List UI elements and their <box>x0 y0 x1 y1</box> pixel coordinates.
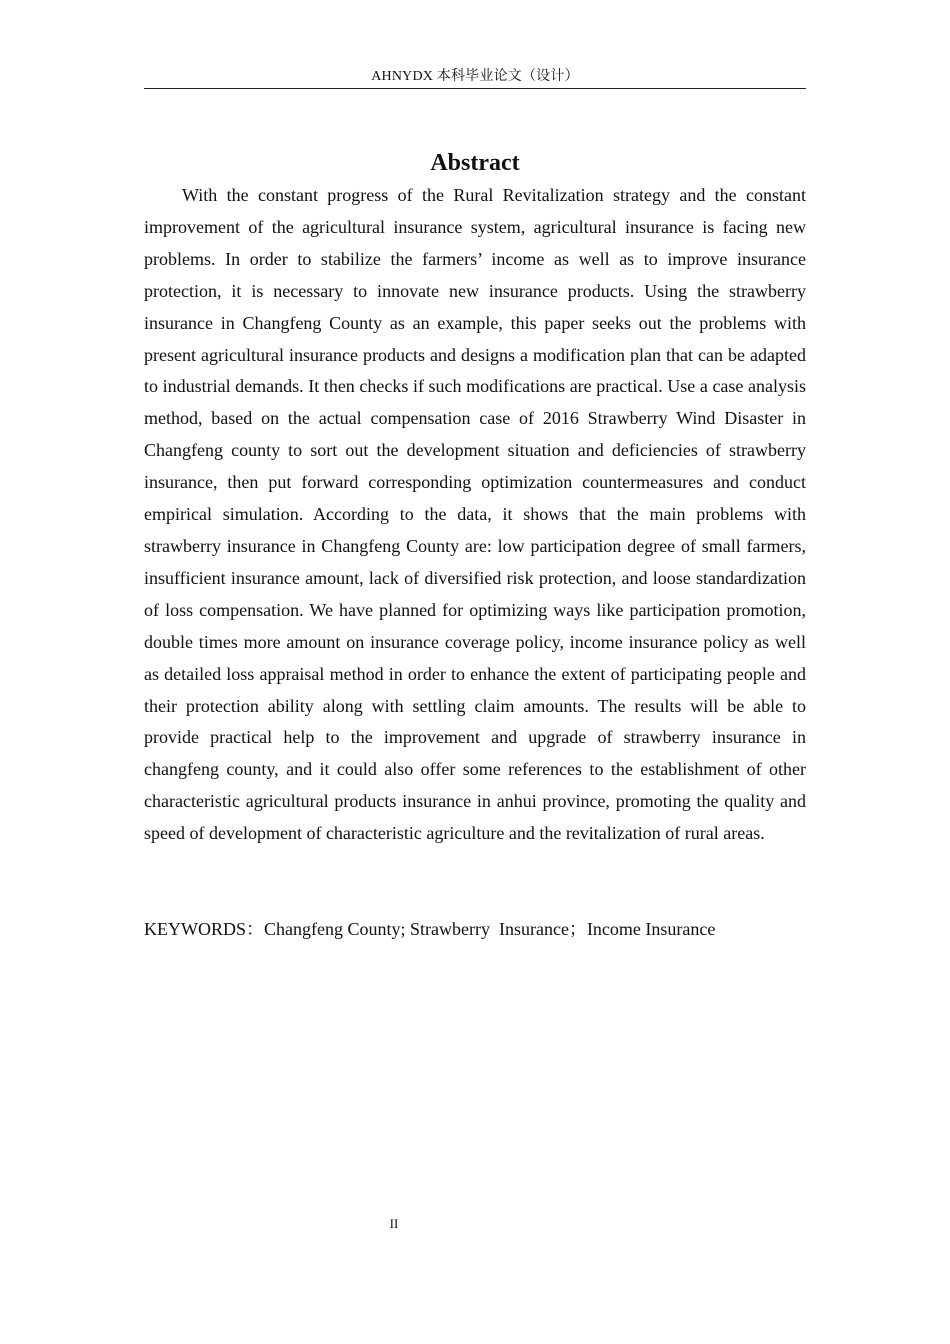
abstract-body: With the constant progress of the Rural Revitalization strategy and the constant improvement of the agricultural insurance system, agricultural insurance is facing new problems. In order to stabilize the farmers’ income as well as to improve insurance protection, it is necessary to innovate new insurance products. Using the strawberry insurance in Changfeng County as an example, this paper seeks out the problems with present agricultural insurance products and designs a modification plan that can be adapted to industrial demands. It then checks if such modifications are practical. Use a case analysis method, based on the actual compensation case of 2016 Strawberry Wind Disaster in Changfeng county to sort out the development situation and deficiencies of strawberry insurance, then put forward corresponding optimization countermeasures and conduct empirical simulation. According to the data, it shows that the main problems with strawberry insurance in Changfeng County are: low participation degree of small farmers, insufficient insurance amount, lack of diversified risk protection, and loose standardization of loss compensation. We have planned for optimizing ways like participation promotion, double times more amount on insurance coverage policy, income insurance policy as well as detailed loss appraisal method in order to enhance the extent of participating people and their protection ability along with settling claim amounts. The results will be able to provide practical help to the improvement and upgrade of strawberry insurance in changfeng county, and it could also offer some references to the establishment of other characteristic agricultural products insurance in anhui province, promoting the quality and speed of development of characteristic agriculture and the revitalization of rural areas. <box>144 185 806 844</box>
keyword-item: Changfeng County; <box>264 919 406 939</box>
keyword-item: Strawberry Insurance； <box>410 919 587 939</box>
keywords-label: KEYWORDS： <box>144 919 264 939</box>
header-rule <box>144 88 806 89</box>
page-number: II <box>389 1216 399 1231</box>
running-header: AHNYDX 本科毕业论文（设计） <box>371 69 579 84</box>
keywords-line <box>144 914 806 945</box>
keyword-item: Income Insurance <box>586 919 716 939</box>
abstract-title: Abstract <box>430 150 520 176</box>
